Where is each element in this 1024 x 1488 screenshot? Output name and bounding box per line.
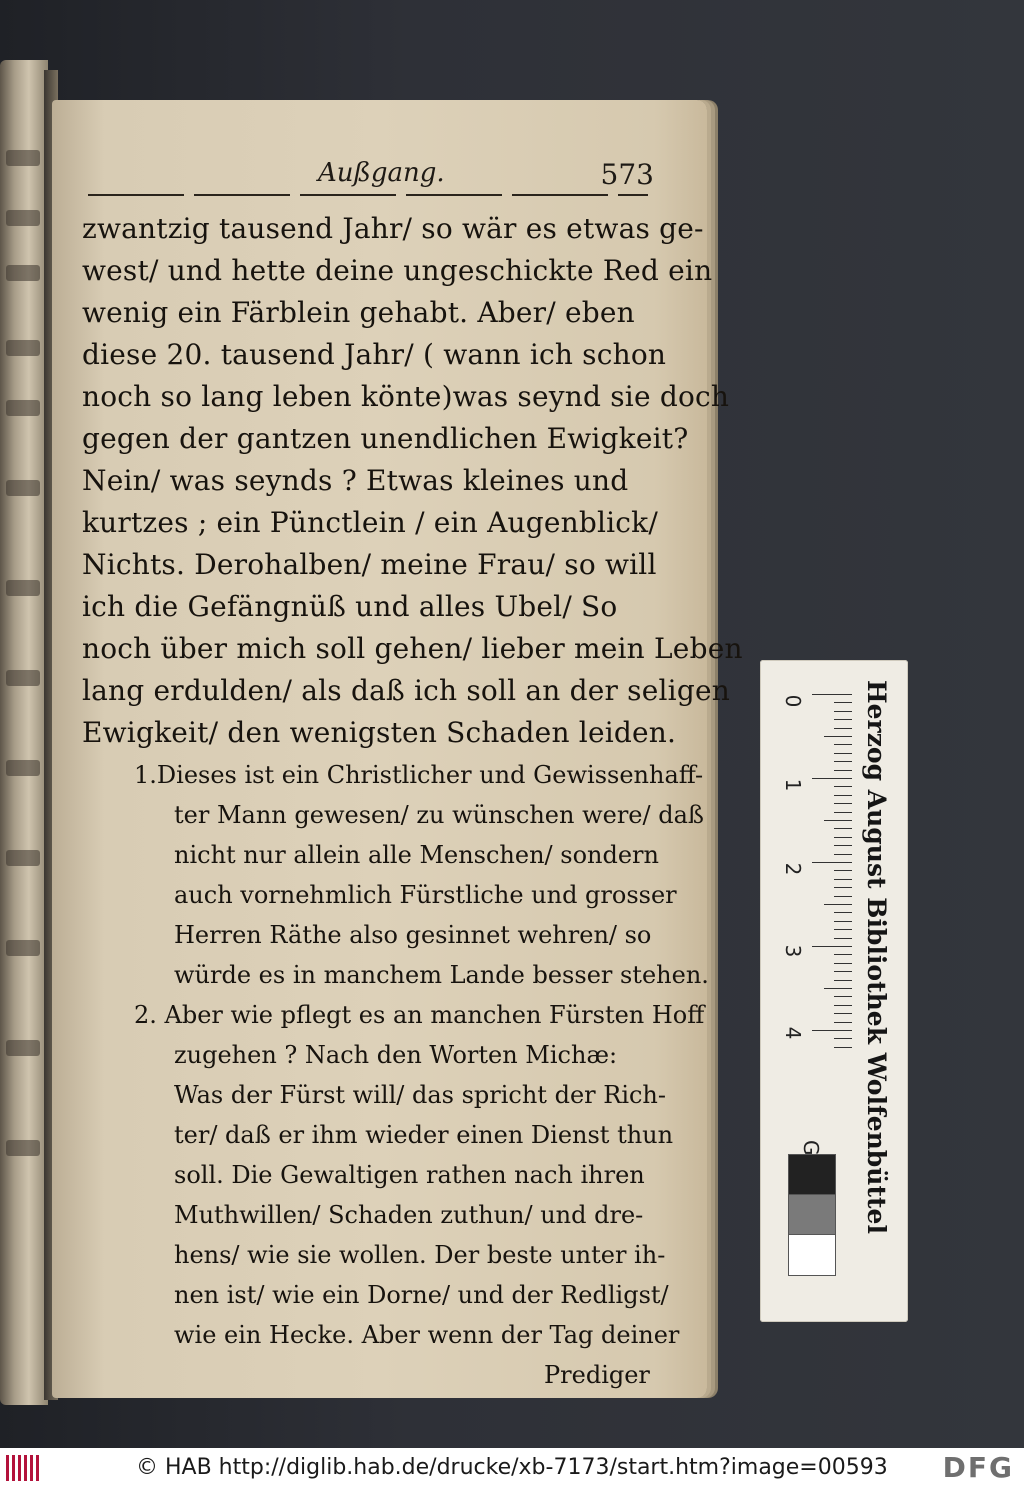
text-fragment <box>6 210 40 226</box>
ruler-tick <box>834 803 852 804</box>
text-fragment <box>6 150 40 166</box>
text-line: lang erdulden/ als daß ich soll an der seligen <box>82 674 730 707</box>
text-line: Herren Räthe also gesinnet wehren/ so <box>174 921 652 949</box>
gray-swatch-dark <box>788 1154 836 1196</box>
text-line: Was der Fürst will/ das spricht der Rich- <box>174 1081 666 1109</box>
text-fragment <box>6 400 40 416</box>
ruler-tick <box>812 862 852 863</box>
text-line: Nichts. Derohalben/ meine Frau/ so will <box>82 548 657 581</box>
text-line: west/ und hette deine ungeschickte Red ein <box>82 254 713 287</box>
ruler-tick <box>834 795 852 796</box>
ruler-tick <box>834 719 852 720</box>
ruler-tick <box>834 896 852 897</box>
ruler-tick <box>812 1030 852 1031</box>
ruler-tick <box>834 1047 852 1048</box>
ruler-tick <box>834 929 852 930</box>
color-scale-ruler <box>760 660 908 1322</box>
ruler-tick <box>834 770 852 771</box>
text-fragment <box>6 1040 40 1056</box>
facing-page-edge <box>0 60 48 1405</box>
ruler-tick <box>834 870 852 871</box>
ruler-tick <box>834 938 852 939</box>
text-line: würde es in manchem Lande besser stehen. <box>174 961 709 989</box>
text-line: soll. Die Gewaltigen rathen nach ihren <box>174 1161 645 1189</box>
ruler-tick <box>834 887 852 888</box>
dfg-logo-icon: DFG <box>942 1451 1014 1484</box>
text-line: ich die Gefängnüß und alles Ubel/ So <box>82 590 618 623</box>
ruler-tick <box>834 1005 852 1006</box>
ruler-tick <box>834 971 852 972</box>
ruler-tick <box>834 702 852 703</box>
text-line: ter/ daß er ihm wieder einen Dienst thun <box>174 1121 674 1149</box>
ruler-tick <box>834 711 852 712</box>
institution-name: Herzog August Bibliothek Wolfenbüttel <box>862 680 891 1234</box>
ruler-tick <box>834 1038 852 1039</box>
ruler-tick <box>824 736 852 737</box>
text-line: diese 20. tausend Jahr/ ( wann ich schon <box>82 338 667 371</box>
text-line: nicht nur allein alle Menschen/ sondern <box>174 841 659 869</box>
scale-number: 3 <box>781 944 805 958</box>
text-line: Ewigkeit/ den wenigsten Schaden leiden. <box>82 716 677 749</box>
text-line: zwantzig tausend Jahr/ so wär es etwas ge- <box>82 212 704 245</box>
scale-number: 4 <box>781 1026 805 1040</box>
text-line: nen ist/ wie ein Dorne/ und der Redligst/ <box>174 1281 669 1309</box>
ruler-tick <box>834 980 852 981</box>
ruler-tick <box>812 694 852 695</box>
ruler-tick <box>834 786 852 787</box>
running-head <box>88 158 654 198</box>
text-line: zugehen ? Nach den Worten Michæ: <box>174 1041 618 1069</box>
ruler-tick <box>824 988 852 989</box>
head-rule <box>88 194 648 196</box>
text-line: noch über mich soll gehen/ lieber mein Leben <box>82 632 743 665</box>
ruler-tick <box>812 946 852 947</box>
text-line: wenig ein Färblein gehabt. Aber/ eben <box>82 296 635 329</box>
text-fragment <box>6 850 40 866</box>
text-line: noch so lang leben könte)was seynd sie doch <box>82 380 730 413</box>
text-line: 1.Dieses ist ein Christlicher und Gewissenhaff- <box>134 761 704 789</box>
ruler-tick <box>834 879 852 880</box>
ruler-tick <box>834 812 852 813</box>
ruler-scale <box>774 680 854 1110</box>
gray-swatch-light <box>788 1234 836 1276</box>
ruler-tick <box>834 996 852 997</box>
text-fragment <box>6 940 40 956</box>
text-line: hens/ wie sie wollen. Der beste unter ih- <box>174 1241 666 1269</box>
catchword: Prediger <box>544 1361 650 1389</box>
ruler-tick <box>812 778 852 779</box>
hab-barcode-logo-icon <box>6 1455 40 1481</box>
ruler-tick <box>834 845 852 846</box>
running-head-title: Außgang. <box>318 158 445 188</box>
footer-bar <box>0 1448 1024 1488</box>
ruler-tick <box>834 728 852 729</box>
text-fragment <box>6 580 40 596</box>
text-line: auch vornehmlich Fürstliche und grosser <box>174 881 677 909</box>
ruler-tick <box>834 1022 852 1023</box>
text-fragment <box>6 1140 40 1156</box>
text-fragment <box>6 480 40 496</box>
ruler-tick <box>834 828 852 829</box>
text-fragment <box>6 340 40 356</box>
ruler-tick <box>834 854 852 855</box>
book-page <box>52 100 743 1398</box>
gray-swatch-mid <box>788 1194 836 1236</box>
text-fragment <box>6 670 40 686</box>
text-line: wie ein Hecke. Aber wenn der Tag deiner <box>174 1321 680 1349</box>
text-line: gegen der gantzen unendlichen Ewigkeit? <box>82 422 689 455</box>
ruler-tick <box>834 921 852 922</box>
text-fragment <box>6 265 40 281</box>
ruler-tick <box>834 753 852 754</box>
text-line: kurtzes ; ein Pünctlein / ein Augenblick/ <box>82 506 658 539</box>
footer-credit-link[interactable]: © HAB http://diglib.hab.de/drucke/xb-7173/start.htm?image=00593 <box>136 1455 888 1480</box>
scale-number: 1 <box>781 778 805 792</box>
ruler-tick <box>824 904 852 905</box>
ruler-tick <box>834 761 852 762</box>
scale-number: 0 <box>781 694 805 708</box>
ruler-tick <box>834 837 852 838</box>
text-line: 2. Aber wie pflegt es an manchen Fürsten Hoff <box>134 1001 705 1029</box>
ruler-tick <box>834 912 852 913</box>
ruler-tick <box>824 820 852 821</box>
text-line: Nein/ was seynds ? Etwas kleines und <box>82 464 629 497</box>
text-line: ter Mann gewesen/ zu wünschen were/ daß <box>174 801 704 829</box>
scale-number: 2 <box>781 862 805 876</box>
ruler-tick <box>834 744 852 745</box>
ruler-tick <box>834 1013 852 1014</box>
ruler-institution-label <box>856 680 896 1280</box>
page-number: 573 <box>600 158 654 191</box>
ruler-tick <box>834 954 852 955</box>
ruler-tick <box>834 963 852 964</box>
text-line: Muthwillen/ Schaden zuthun/ und dre- <box>174 1201 644 1229</box>
text-fragment <box>6 760 40 776</box>
